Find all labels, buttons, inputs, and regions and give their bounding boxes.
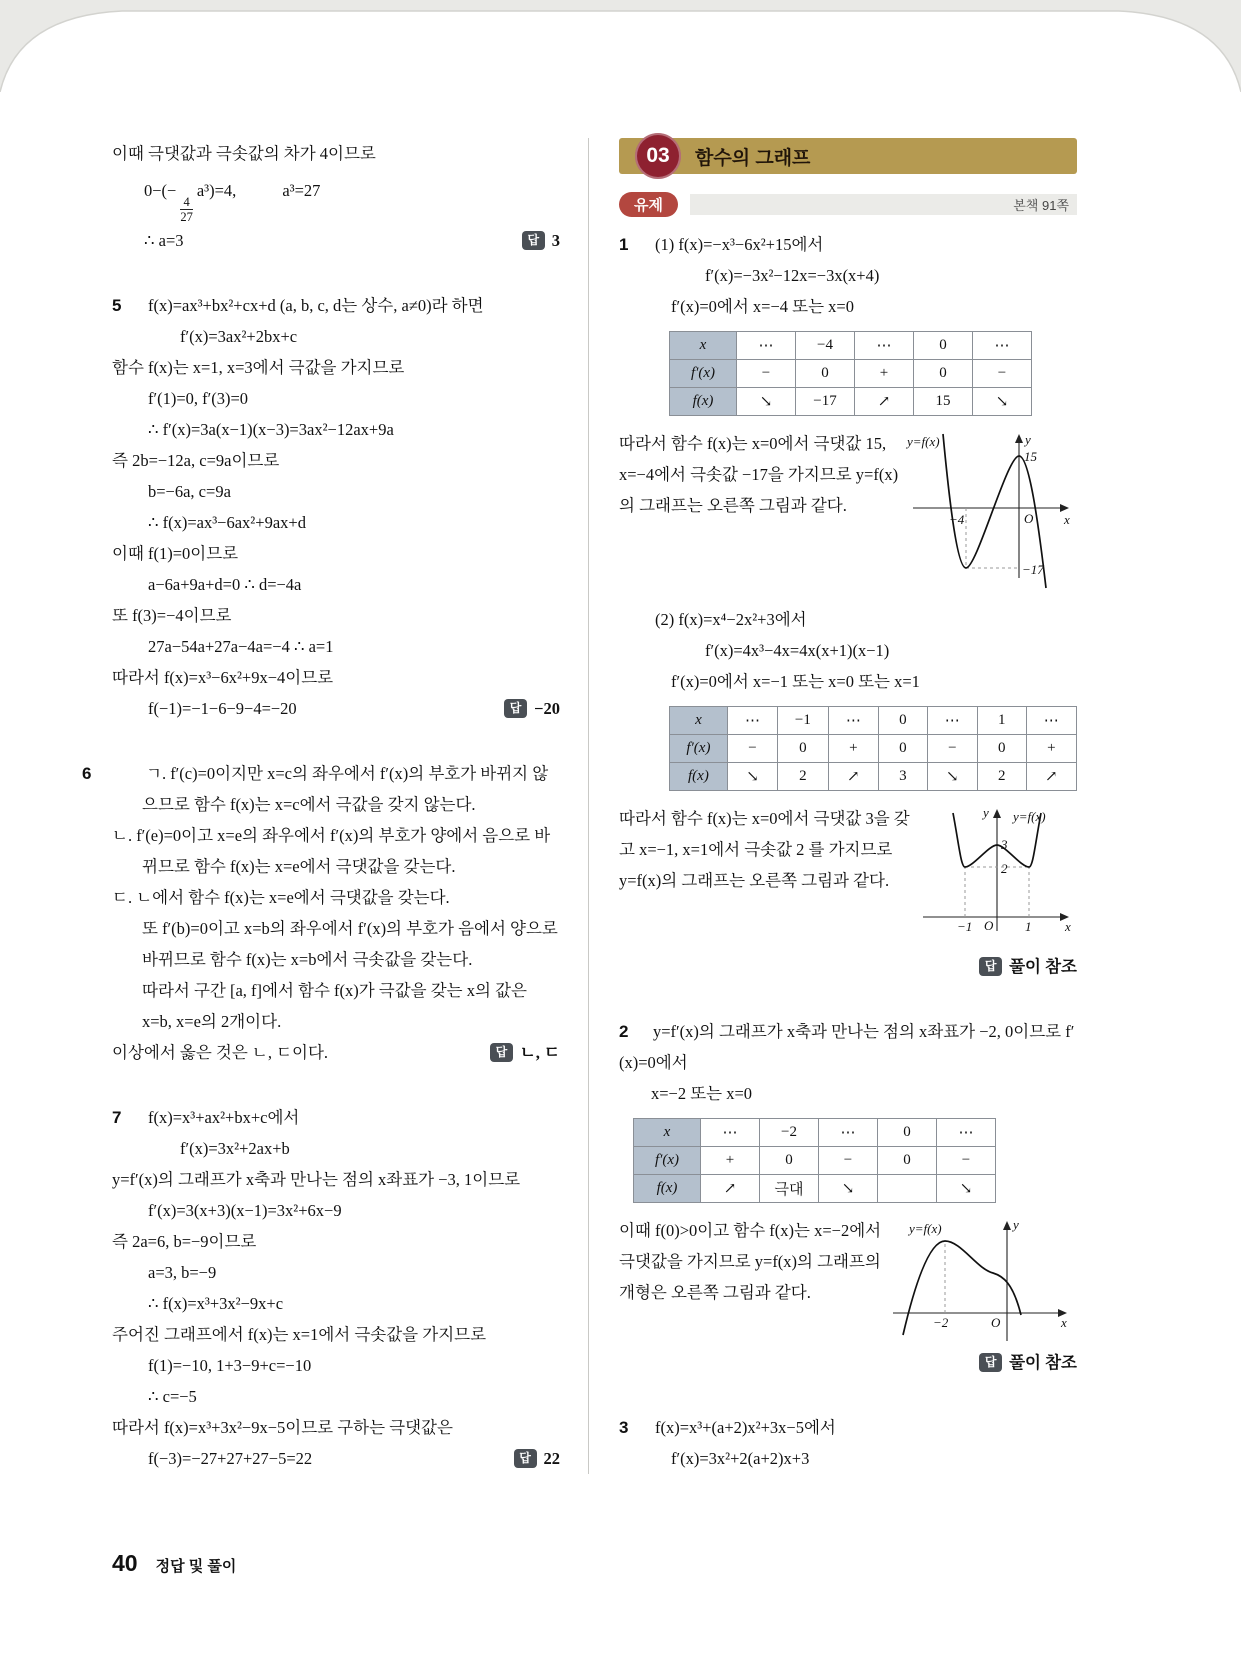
table-cell: ⋯ — [701, 1119, 760, 1147]
table-cell: + — [701, 1147, 760, 1175]
solution-line: b=−6a, c=9a — [148, 481, 231, 501]
table-row — [634, 1147, 996, 1175]
problem-number: 1 — [619, 235, 629, 254]
figure-row — [619, 803, 1077, 951]
answer-line — [112, 225, 560, 256]
table-cell: 0 — [878, 735, 927, 763]
answer — [522, 225, 560, 256]
solution-line: f(x)=ax³+bx²+cx+d (a, b, c, d는 상수, a≠0)라 하면 — [148, 295, 484, 315]
solution-line: f′(x)=3ax²+2bx+c — [180, 326, 298, 346]
table-row — [670, 735, 1077, 763]
problem-body — [619, 229, 1077, 982]
table-cell — [878, 1175, 937, 1203]
table-row — [670, 763, 1077, 791]
sign-table-2 — [669, 706, 1077, 791]
solution-line: f′(x)=4x³−4x=4x(x+1)(x−1) — [705, 641, 890, 660]
table-cell: −1 — [778, 707, 829, 735]
solution-line: f(1)=−10, 1+3−9+c=−10 — [148, 1355, 312, 1375]
table-cell: 0 — [760, 1147, 819, 1175]
table-cell: ⋯ — [973, 332, 1032, 360]
table-cell: ⋯ — [937, 1119, 996, 1147]
table-cell: −2 — [760, 1119, 819, 1147]
solution-line: 주어진 그래프에서 f(x)는 x=1에서 극솟값을 가지므로 — [112, 1324, 487, 1344]
left-column — [82, 138, 589, 1474]
solution-line: f′(x)=3(x+3)(x−1)=3x²+6x−9 — [148, 1200, 342, 1220]
fraction-numerator: 4 — [180, 195, 192, 210]
table-row — [670, 388, 1032, 416]
solution-line: ∴ c=−5 — [148, 1386, 197, 1406]
answer-line — [655, 951, 1077, 982]
solution-line: 또 f(3)=−4이므로 — [112, 605, 232, 625]
answer-badge: 답 — [504, 699, 527, 718]
problem-number: 3 — [619, 1418, 629, 1437]
solution-paragraph: 따라서 함수 f(x)는 x=0에서 극댓값 15, x=−4에서 극솟값 −17을 가지므로 y=f(x)의 그래프는 오른쪽 그림과 같다. — [619, 434, 899, 515]
graph-label-max-value: 3 — [1001, 837, 1008, 852]
fraction — [177, 195, 196, 225]
graph-label-origin: O — [1024, 511, 1034, 526]
solution-line: a−6a+9a+d=0 ∴ d=−4a — [148, 574, 302, 594]
solution-line: f′(x)=0에서 x=−4 또는 x=0 — [671, 297, 854, 316]
equation-part: a³)=4, — [196, 181, 237, 200]
table-cell: 2 — [977, 763, 1026, 791]
solution-line — [82, 758, 560, 820]
table-cell: −17 — [796, 388, 855, 416]
choice-item: ㄱ. f′(c)=0이지만 x=c의 좌우에서 f′(x)의 부호가 바뀌지 않으므로 함수 f(x)는 x=c에서 극값을 갖지 않는다. — [142, 763, 549, 814]
table-header-cell: x — [670, 332, 737, 360]
equation-line — [112, 169, 560, 225]
table-cell: 0 — [977, 735, 1026, 763]
right-column — [589, 138, 1077, 1474]
table-cell: ⋯ — [855, 332, 914, 360]
table-cell: − — [927, 735, 977, 763]
solution-line — [619, 1016, 1077, 1078]
table-cell: ↗ — [828, 763, 878, 791]
answer — [514, 1443, 561, 1474]
graph-label-x-axis: x — [1061, 1315, 1067, 1330]
section-number-badge: 03 — [635, 133, 681, 179]
table-cell: − — [737, 360, 796, 388]
page-footer — [112, 1550, 236, 1577]
choice-item: ㄷ. ㄴ에서 함수 f(x)는 x=e에서 극댓값을 갖는다. — [112, 887, 450, 907]
section-banner — [619, 138, 1077, 174]
table-row — [670, 707, 1077, 735]
answer — [979, 951, 1077, 982]
book-reference: 본책 91쪽 — [690, 194, 1077, 215]
graph-label-origin: O — [991, 1315, 1001, 1330]
solution-line: f′(x)=3x²+2ax+b — [180, 1138, 290, 1158]
solution-line: 함수 f(x)는 x=1, x=3에서 극값을 가지므로 — [112, 357, 405, 377]
solution-paragraph: 따라서 함수 f(x)는 x=0에서 극댓값 3을 갖고 x=−1, x=1에서 극솟값 2 를 가지므로 y=f(x)의 그래프는 오른쪽 그림과 같다. — [619, 809, 910, 890]
solution-continuation-block — [112, 138, 560, 256]
solution-line: x=−2 또는 x=0 — [651, 1084, 753, 1103]
equation-part: 0−(− — [144, 181, 177, 200]
solution-line: ∴ f(x)=x³+3x²−9x+c — [148, 1293, 284, 1313]
problem-number: 5 — [112, 295, 122, 315]
solution-line: 따라서 f(x)=x³+3x²−9x−5이므로 구하는 극댓값은 — [112, 1417, 453, 1437]
answer-value: 3 — [551, 230, 560, 250]
table-cell: + — [1026, 735, 1076, 763]
graph-label-function: y=f(x) — [907, 434, 940, 449]
sign-table-1 — [669, 331, 1032, 416]
answer-badge: 답 — [514, 1449, 537, 1468]
graph-label-x-minus4: −4 — [949, 512, 965, 527]
table-cell: − — [937, 1147, 996, 1175]
table-cell: 15 — [914, 388, 973, 416]
problem-body — [655, 1412, 1077, 1474]
solution-line: f(x)=x³+ax²+bx+c에서 — [148, 1107, 300, 1127]
solution-line: 이때 극댓값과 극솟값의 차가 4이므로 — [112, 144, 376, 163]
solution-line: f′(x)=−3x²−12x=−3x(x+4) — [705, 266, 880, 285]
table-cell: ↗ — [855, 388, 914, 416]
solution-line: ∴ f(x)=ax³−6ax²+9ax+d — [148, 512, 306, 532]
problem-6 — [82, 758, 560, 1068]
solution-line: f(x)=x³+(a+2)x²+3x−5에서 — [655, 1418, 836, 1437]
exercise-3 — [619, 1412, 1077, 1474]
table-cell: −4 — [796, 332, 855, 360]
solution-line: ∴ f′(x)=3a(x−1)(x−3)=3ax²−12ax+9a — [148, 419, 394, 439]
problem-body — [112, 290, 560, 724]
graph-label-x-axis: x — [1064, 512, 1070, 527]
graph-label-y-axis: y — [983, 805, 989, 820]
choice-item: ㄴ. f′(e)=0이고 x=e의 좌우에서 f′(x)의 부호가 양에서 음으로 바뀌므로 함수 f(x)는 x=e에서 극댓값을 갖는다. — [112, 825, 551, 876]
table-cell: ⋯ — [727, 707, 777, 735]
answer-value: ㄴ, ㄷ — [519, 1042, 560, 1062]
answer-line — [112, 1037, 560, 1068]
solution-line: f(−3)=−27+27+27−5=22 — [148, 1448, 313, 1468]
table-cell: + — [828, 735, 878, 763]
graph-sketch-function — [887, 1215, 1077, 1347]
table-cell: 0 — [878, 707, 927, 735]
table-cell: ↗ — [1026, 763, 1076, 791]
table-header-cell: f(x) — [670, 388, 737, 416]
solution-line: 또 f′(b)=0이고 x=b의 좌우에서 f′(x)의 부호가 음에서 양으로 바뀌므로 함수 f(x)는 x=b에서 극솟값을 갖는다. — [142, 918, 558, 969]
table-cell: 0 — [796, 360, 855, 388]
graph-label-y-axis: y — [1025, 432, 1031, 447]
answer — [979, 1347, 1077, 1378]
solution-line: f′(x)=0에서 x=−1 또는 x=0 또는 x=1 — [671, 672, 920, 691]
answer-value: 풀이 참조 — [1009, 957, 1077, 976]
answer-badge: 답 — [490, 1043, 513, 1062]
subsection-header — [619, 192, 1077, 217]
table-row — [670, 360, 1032, 388]
table-header-cell: f(x) — [634, 1175, 701, 1203]
table-cell: 1 — [977, 707, 1026, 735]
table-header-cell: f′(x) — [670, 735, 728, 763]
answer-badge: 답 — [522, 231, 545, 250]
solution-paragraph: y=f′(x)의 그래프가 x축과 만나는 점의 x좌표가 −2, 0이므로 f′(x)=0에서 — [619, 1022, 1075, 1072]
answer-value: −20 — [534, 698, 560, 718]
graph-quartic-function — [917, 803, 1077, 951]
graph-label-min-value: 2 — [1001, 861, 1008, 876]
table-cell: ⋯ — [1026, 707, 1076, 735]
table-cell: − — [727, 735, 777, 763]
answer-value: 풀이 참조 — [1009, 1353, 1077, 1372]
table-cell: ↘ — [727, 763, 777, 791]
solution-line: 이때 f(1)=0이므로 — [112, 543, 239, 563]
table-cell: 0 — [914, 360, 973, 388]
graph-label-origin: O — [984, 918, 994, 933]
equation-part: a³=27 — [282, 181, 321, 200]
solution-line: f′(1)=0, f′(3)=0 — [148, 388, 249, 408]
table-row — [634, 1175, 996, 1203]
table-row — [634, 1119, 996, 1147]
footer-title: 정답 및 풀이 — [155, 1558, 237, 1575]
exercise-1 — [619, 229, 1077, 982]
problem-number: 6 — [82, 763, 92, 783]
table-cell: 극대 — [760, 1175, 819, 1203]
table-row — [670, 332, 1032, 360]
figure-row — [619, 1215, 1077, 1347]
table-cell: ↘ — [737, 388, 796, 416]
section-title: 함수의 그래프 — [695, 147, 811, 169]
graph-label-x-minus1: −1 — [957, 919, 973, 934]
solution-line: 따라서 구간 [a, f]에서 함수 f(x)가 극값을 갖는 x의 값은 x=b, x=e의 2개이다. — [142, 980, 527, 1031]
answer-value: 22 — [543, 1448, 560, 1468]
exercise-type-badge: 유제 — [619, 192, 678, 217]
answer-line — [148, 693, 560, 724]
table-header-cell: x — [634, 1119, 701, 1147]
graph-label-x-1: 1 — [1025, 919, 1032, 934]
sign-table-3 — [633, 1118, 996, 1203]
solution-line: (1) f(x)=−x³−6x²+15에서 — [655, 235, 824, 254]
solution-line: 이상에서 옳은 것은 ㄴ, ㄷ이다. — [112, 1042, 329, 1062]
table-cell: − — [819, 1147, 878, 1175]
table-cell: 0 — [878, 1147, 937, 1175]
solution-line: a=3, b=−9 — [148, 1262, 217, 1282]
table-cell: ↘ — [973, 388, 1032, 416]
graph-label-y-axis: y — [1013, 1217, 1019, 1232]
solution-line: f′(x)=3x²+2(a+2)x+3 — [671, 1449, 810, 1468]
solution-line: 따라서 f(x)=x³−6x²+9x−4이므로 — [112, 667, 334, 687]
solution-line: 즉 2b=−12a, c=9a이므로 — [112, 450, 280, 470]
solution-line: 27a−54a+27a−4a=−4 ∴ a=1 — [148, 636, 334, 656]
solution-line: y=f′(x)의 그래프가 x축과 만나는 점의 x좌표가 −3, 1이므로 — [112, 1169, 521, 1189]
table-cell: 3 — [878, 763, 927, 791]
table-cell: − — [973, 360, 1032, 388]
solution-line: 즉 2a=6, b=−9이므로 — [112, 1231, 257, 1251]
table-header-cell: f(x) — [670, 763, 728, 791]
table-cell: ↘ — [937, 1175, 996, 1203]
answer — [490, 1037, 560, 1068]
table-cell: 0 — [778, 735, 829, 763]
table-cell: 0 — [878, 1119, 937, 1147]
problem-number: 2 — [619, 1022, 629, 1041]
table-cell: ⋯ — [819, 1119, 878, 1147]
table-cell: ↘ — [819, 1175, 878, 1203]
graph-label-function: y=f(x) — [909, 1221, 942, 1236]
table-cell: + — [855, 360, 914, 388]
table-header-cell: f′(x) — [634, 1147, 701, 1175]
table-header-cell: f′(x) — [670, 360, 737, 388]
page-number: 40 — [112, 1550, 138, 1576]
table-cell: 0 — [914, 332, 973, 360]
solution-paragraph: 이때 f(0)>0이고 함수 f(x)는 x=−2에서 극댓값을 가지므로 y=f(x)의 그래프의 개형은 오른쪽 그림과 같다. — [619, 1221, 882, 1302]
graph-label-min-value: −17 — [1022, 562, 1044, 577]
graph-label-x-axis: x — [1065, 919, 1071, 934]
answer-line — [619, 1347, 1077, 1378]
answer-line — [148, 1443, 560, 1474]
solution-line: ∴ a=3 — [144, 230, 184, 250]
graph-cubic-function — [905, 428, 1077, 596]
table-header-cell: x — [670, 707, 728, 735]
solution-line: (2) f(x)=x⁴−2x²+3에서 — [655, 610, 807, 629]
problem-7 — [112, 1102, 560, 1474]
answer-badge: 답 — [979, 957, 1002, 976]
table-cell: 2 — [778, 763, 829, 791]
fraction-denominator: 27 — [180, 210, 193, 225]
graph-label-function: y=f(x) — [1013, 809, 1046, 824]
table-cell: ↗ — [701, 1175, 760, 1203]
table-cell: ⋯ — [828, 707, 878, 735]
problem-5 — [112, 290, 560, 724]
graph-label-max-value: 15 — [1024, 449, 1037, 464]
table-cell: ↘ — [927, 763, 977, 791]
graph-label-x-minus2: −2 — [933, 1315, 949, 1330]
answer-badge: 답 — [979, 1353, 1002, 1372]
problem-number: 7 — [112, 1107, 122, 1127]
solution-line: f(−1)=−1−6−9−4=−20 — [148, 698, 297, 718]
table-cell: ⋯ — [927, 707, 977, 735]
table-cell: ⋯ — [737, 332, 796, 360]
answer — [504, 693, 560, 724]
figure-row — [619, 428, 1077, 596]
problem-body — [112, 1102, 560, 1474]
exercise-2 — [619, 1016, 1077, 1378]
